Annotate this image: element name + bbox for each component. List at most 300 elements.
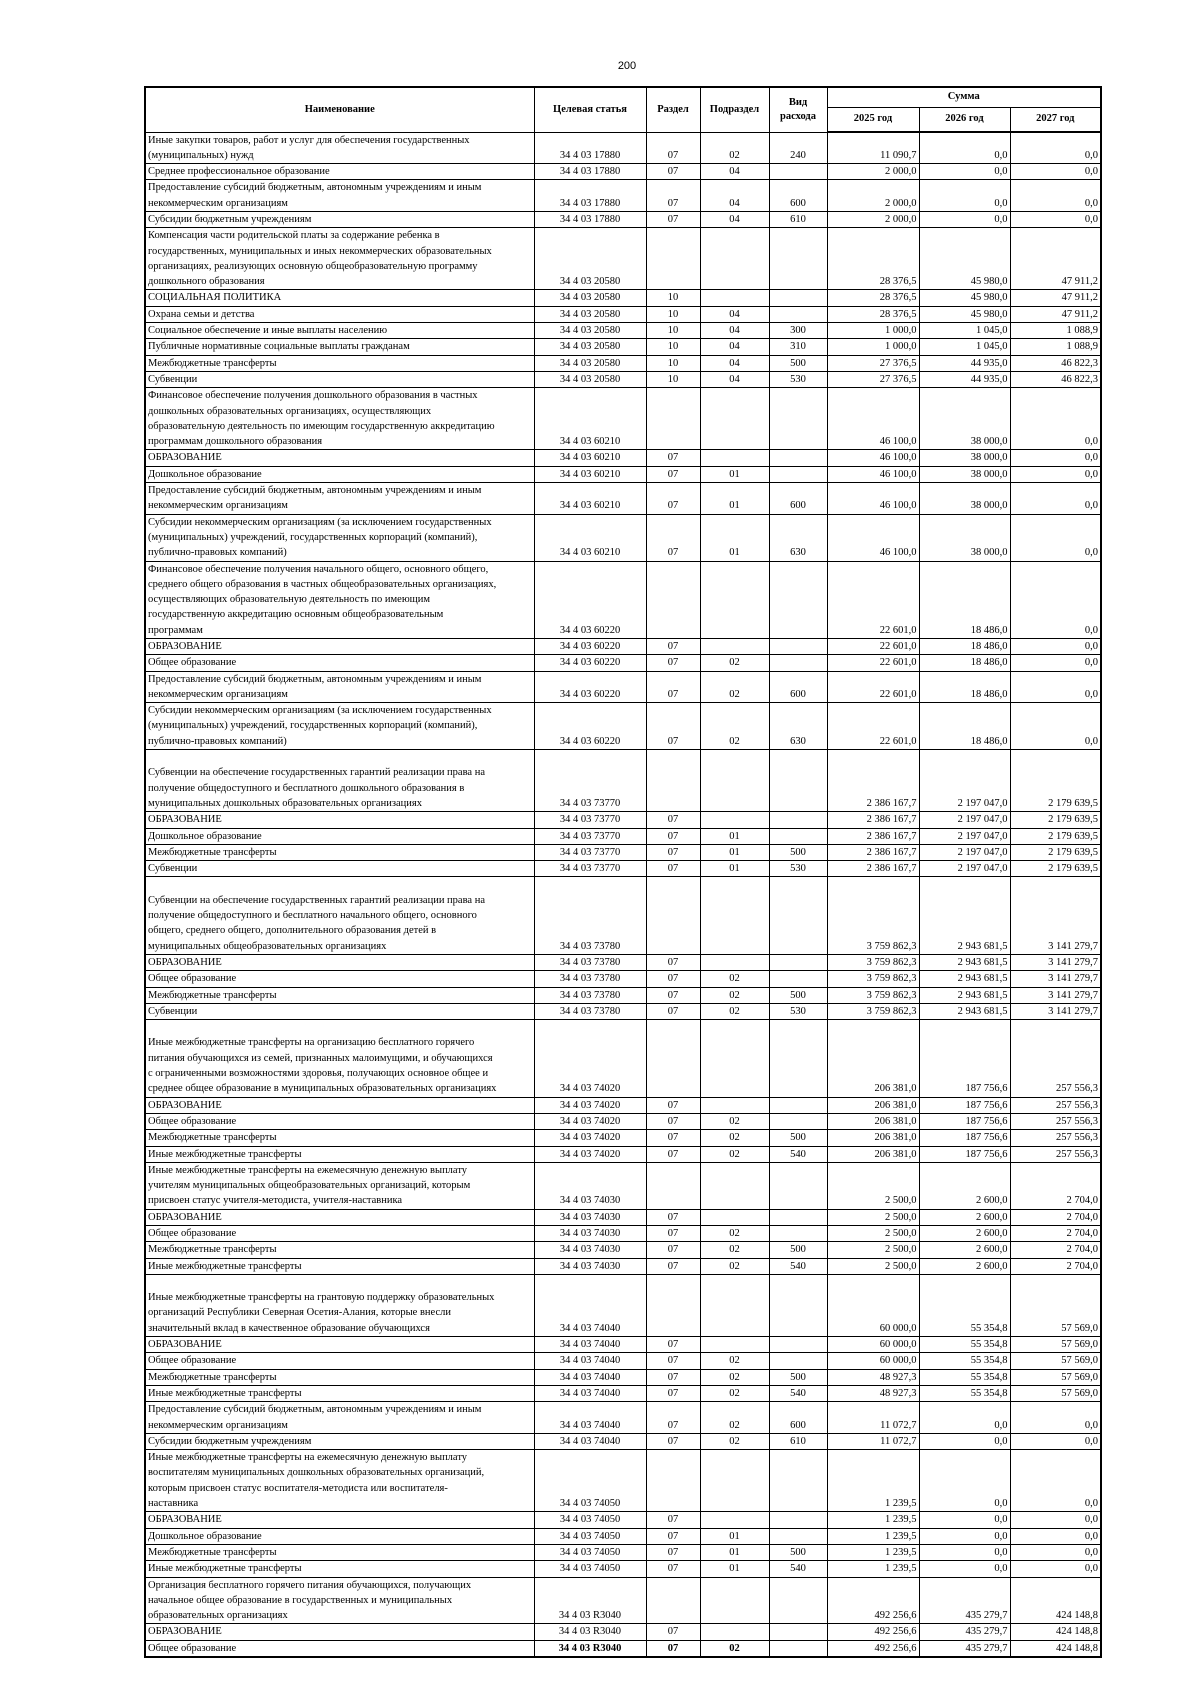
sum-2025-cell: 11 090,7 [827,132,919,164]
podrazdel-cell: 02 [700,1640,769,1657]
target-code-cell: 34 4 03 73780 [534,987,646,1003]
sum-2027-cell: 0,0 [1010,1544,1101,1560]
table-row [145,228,1101,290]
sum-2027-cell: 0,0 [1010,1450,1101,1512]
name-cell: Общее образование [145,1225,534,1241]
sum-2026-cell: 0,0 [919,1450,1010,1512]
table-row [145,1242,1101,1258]
podrazdel-cell [700,1274,769,1336]
razdel-cell: 07 [646,1097,700,1113]
podrazdel-cell [700,228,769,290]
vid-cell [769,388,827,450]
sum-2026-cell: 2 197 047,0 [919,861,1010,877]
sum-2025-cell: 22 601,0 [827,671,919,703]
table-row [145,861,1101,877]
sum-2027-cell: 0,0 [1010,164,1101,180]
name-cell: Межбюджетные трансферты [145,987,534,1003]
razdel-cell: 07 [646,1113,700,1129]
table-row [145,561,1101,638]
vid-cell [769,877,827,954]
target-code-cell: 34 4 03 74050 [534,1561,646,1577]
table-row [145,1258,1101,1274]
razdel-cell: 07 [646,514,700,561]
target-code-cell: 34 4 03 R3040 [534,1624,646,1640]
sum-2027-cell: 0,0 [1010,1512,1101,1528]
sum-2026-cell: 2 600,0 [919,1242,1010,1258]
podrazdel-cell: 02 [700,1385,769,1401]
podrazdel-cell: 02 [700,1003,769,1019]
table-row [145,339,1101,355]
name-cell: ОБРАЗОВАНИЕ [145,1209,534,1225]
sum-2027-cell: 2 179 639,5 [1010,828,1101,844]
sum-2025-cell: 1 000,0 [827,339,919,355]
name-cell: Субсидии некоммерческим организациям (за исключением государственных (муниципальных) учреждений, государственных корпораций (компаний), публично-правовых компаний) [145,703,534,750]
table-body [145,132,1101,1657]
sum-2027-cell: 0,0 [1010,1528,1101,1544]
sum-2027-cell: 3 141 279,7 [1010,987,1101,1003]
sum-2025-cell: 206 381,0 [827,1020,919,1097]
vid-cell [769,1450,827,1512]
sum-2027-cell: 2 704,0 [1010,1209,1101,1225]
razdel-cell: 07 [646,1528,700,1544]
name-cell: Иные межбюджетные трансферты на грантовую поддержку образовательных организаций Республики Северная Осетия-Алания, которые внесли значительный вклад в качественное образование обучающихся [145,1274,534,1336]
name-cell: Межбюджетные трансферты [145,844,534,860]
sum-2027-cell: 57 569,0 [1010,1274,1101,1336]
table-row [145,1113,1101,1129]
sum-2027-cell: 2 179 639,5 [1010,861,1101,877]
sum-2025-cell: 492 256,6 [827,1624,919,1640]
sum-2025-cell: 2 386 167,7 [827,844,919,860]
sum-2025-cell: 2 386 167,7 [827,861,919,877]
table-row [145,844,1101,860]
vid-cell: 500 [769,1369,827,1385]
table-row [145,703,1101,750]
razdel-cell: 10 [646,355,700,371]
sum-2025-cell: 2 000,0 [827,164,919,180]
vid-cell: 610 [769,211,827,227]
razdel-cell: 07 [646,180,700,212]
razdel-cell: 07 [646,1369,700,1385]
vid-cell: 540 [769,1146,827,1162]
razdel-cell: 07 [646,1385,700,1401]
table-row [145,750,1101,812]
sum-2027-cell: 57 569,0 [1010,1369,1101,1385]
table-row [145,1130,1101,1146]
name-cell: Охрана семьи и детства [145,306,534,322]
sum-2025-cell: 3 759 862,3 [827,987,919,1003]
vid-cell: 530 [769,861,827,877]
sum-2027-cell: 0,0 [1010,639,1101,655]
name-cell: Публичные нормативные социальные выплаты гражданам [145,339,534,355]
razdel-cell: 07 [646,1225,700,1241]
podrazdel-cell: 02 [700,1113,769,1129]
name-cell: ОБРАЗОВАНИЕ [145,450,534,466]
table-row [145,1402,1101,1434]
target-code-cell: 34 4 03 74030 [534,1258,646,1274]
sum-2025-cell: 2 386 167,7 [827,750,919,812]
name-cell: Межбюджетные трансферты [145,1130,534,1146]
table-row [145,1528,1101,1544]
target-code-cell: 34 4 03 17880 [534,211,646,227]
target-code-cell: 34 4 03 74040 [534,1274,646,1336]
vid-cell [769,1209,827,1225]
sum-2025-cell: 2 500,0 [827,1225,919,1241]
name-cell: Дошкольное образование [145,1528,534,1544]
vid-cell [769,1274,827,1336]
razdel-cell: 07 [646,1209,700,1225]
vid-cell [769,639,827,655]
vid-cell: 500 [769,1544,827,1560]
vid-cell: 600 [769,671,827,703]
table-row [145,1353,1101,1369]
sum-2025-cell: 206 381,0 [827,1130,919,1146]
table-row [145,877,1101,954]
target-code-cell: 34 4 03 74030 [534,1209,646,1225]
sum-2025-cell: 2 386 167,7 [827,812,919,828]
sum-2027-cell: 57 569,0 [1010,1385,1101,1401]
sum-2025-cell: 22 601,0 [827,655,919,671]
podrazdel-cell: 01 [700,1544,769,1560]
sum-2027-cell: 0,0 [1010,1561,1101,1577]
razdel-cell: 10 [646,339,700,355]
vid-cell [769,561,827,638]
vid-cell [769,1162,827,1209]
sum-2027-cell: 2 704,0 [1010,1162,1101,1209]
razdel-cell: 07 [646,466,700,482]
sum-2025-cell: 28 376,5 [827,306,919,322]
razdel-cell: 07 [646,861,700,877]
sum-2025-cell: 3 759 862,3 [827,971,919,987]
sum-2025-cell: 22 601,0 [827,703,919,750]
table-row [145,1561,1101,1577]
name-cell: Общее образование [145,1113,534,1129]
sum-2025-cell: 3 759 862,3 [827,877,919,954]
table-row [145,1369,1101,1385]
razdel-cell [646,1162,700,1209]
sum-2027-cell: 0,0 [1010,483,1101,515]
vid-cell [769,1512,827,1528]
name-cell: Субвенции [145,1003,534,1019]
vid-cell: 630 [769,703,827,750]
target-code-cell: 34 4 03 74020 [534,1146,646,1162]
sum-2027-cell: 2 179 639,5 [1010,844,1101,860]
vid-cell: 540 [769,1258,827,1274]
target-code-cell: 34 4 03 74030 [534,1162,646,1209]
sum-2025-cell: 2 000,0 [827,211,919,227]
sum-2027-cell: 0,0 [1010,671,1101,703]
razdel-cell: 07 [646,971,700,987]
podrazdel-cell [700,750,769,812]
sum-2026-cell: 0,0 [919,1512,1010,1528]
target-code-cell: 34 4 03 74040 [534,1369,646,1385]
vid-cell [769,228,827,290]
target-code-cell: 34 4 03 20580 [534,371,646,387]
sum-2026-cell: 55 354,8 [919,1385,1010,1401]
razdel-cell: 10 [646,290,700,306]
target-code-cell: 34 4 03 60210 [534,483,646,515]
sum-2027-cell: 0,0 [1010,211,1101,227]
sum-2026-cell: 18 486,0 [919,703,1010,750]
podrazdel-cell [700,1020,769,1097]
sum-2025-cell: 27 376,5 [827,371,919,387]
table-row [145,1433,1101,1449]
razdel-cell: 07 [646,132,700,164]
name-cell: Предоставление субсидий бюджетным, автономным учреждениям и иным некоммерческим организациям [145,483,534,515]
podrazdel-cell: 02 [700,971,769,987]
table-row [145,655,1101,671]
name-cell: Субвенции [145,371,534,387]
podrazdel-cell: 02 [700,1146,769,1162]
razdel-cell [646,750,700,812]
name-cell: Иные межбюджетные трансферты [145,1561,534,1577]
sum-2027-cell: 3 141 279,7 [1010,954,1101,970]
razdel-cell: 07 [646,1242,700,1258]
sum-2025-cell: 46 100,0 [827,483,919,515]
target-code-cell: 34 4 03 73780 [534,971,646,987]
podrazdel-cell [700,1337,769,1353]
vid-cell: 240 [769,132,827,164]
name-cell: Субсидии бюджетным учреждениям [145,211,534,227]
budget-table [144,86,1102,1658]
target-code-cell: 34 4 03 74030 [534,1225,646,1241]
sum-2025-cell: 28 376,5 [827,290,919,306]
sum-2027-cell: 3 141 279,7 [1010,971,1101,987]
table-row [145,639,1101,655]
sum-2026-cell: 2 197 047,0 [919,812,1010,828]
vid-cell: 500 [769,844,827,860]
name-cell: Субвенции на обеспечение государственных гарантий реализации права на получение общедоступного и бесплатного начального общего, основного общего, среднего общего, дополнительного образования детей в муниципальных общеобразовательных организациях [145,877,534,954]
razdel-cell: 07 [646,812,700,828]
razdel-cell: 07 [646,954,700,970]
name-cell: Предоставление субсидий бюджетным, автономным учреждениям и иным некоммерческим организациям [145,1402,534,1434]
target-code-cell: 34 4 03 74040 [534,1433,646,1449]
target-code-cell: 34 4 03 R3040 [534,1577,646,1624]
vid-cell [769,1020,827,1097]
header-2025: 2025 год [827,107,919,132]
name-cell: Предоставление субсидий бюджетным, автономным учреждениям и иным некоммерческим организациям [145,671,534,703]
sum-2027-cell: 2 179 639,5 [1010,750,1101,812]
sum-2027-cell: 3 141 279,7 [1010,877,1101,954]
target-code-cell: 34 4 03 17880 [534,164,646,180]
sum-2027-cell: 2 704,0 [1010,1258,1101,1274]
vid-cell [769,1113,827,1129]
razdel-cell [646,1020,700,1097]
name-cell: Дошкольное образование [145,466,534,482]
table-row [145,1162,1101,1209]
table-row [145,323,1101,339]
sum-2026-cell: 18 486,0 [919,561,1010,638]
sum-2025-cell: 46 100,0 [827,450,919,466]
razdel-cell: 07 [646,703,700,750]
header-code: Целевая статья [534,87,646,132]
sum-2025-cell: 1 239,5 [827,1528,919,1544]
sum-2026-cell: 55 354,8 [919,1369,1010,1385]
table-row [145,987,1101,1003]
vid-cell [769,290,827,306]
sum-2027-cell: 257 556,3 [1010,1146,1101,1162]
sum-2026-cell: 0,0 [919,1544,1010,1560]
name-cell: Иные межбюджетные трансферты на ежемесячную денежную выплату воспитателям муниципальных дошкольных образовательных организаций, которым присвоен статус воспитателя-методиста или воспитателя- наставника [145,1450,534,1512]
razdel-cell: 07 [646,671,700,703]
razdel-cell [646,1274,700,1336]
vid-cell [769,306,827,322]
target-code-cell: 34 4 03 60210 [534,466,646,482]
target-code-cell: 34 4 03 20580 [534,323,646,339]
podrazdel-cell [700,388,769,450]
sum-2025-cell: 1 239,5 [827,1561,919,1577]
vid-cell [769,164,827,180]
sum-2025-cell: 22 601,0 [827,561,919,638]
table-row [145,1512,1101,1528]
sum-2026-cell: 187 756,6 [919,1020,1010,1097]
sum-2025-cell: 2 500,0 [827,1242,919,1258]
table-row [145,1020,1101,1097]
sum-2026-cell: 18 486,0 [919,639,1010,655]
target-code-cell: 34 4 03 74020 [534,1020,646,1097]
sum-2026-cell: 1 045,0 [919,339,1010,355]
vid-cell [769,466,827,482]
vid-cell [769,1097,827,1113]
vid-cell: 630 [769,514,827,561]
sum-2026-cell: 435 279,7 [919,1577,1010,1624]
table-row [145,1337,1101,1353]
vid-cell: 600 [769,483,827,515]
target-code-cell: 34 4 03 60220 [534,671,646,703]
table-row [145,371,1101,387]
sum-2027-cell: 257 556,3 [1010,1020,1101,1097]
razdel-cell: 07 [646,1130,700,1146]
name-cell: Межбюджетные трансферты [145,1369,534,1385]
name-cell: Межбюджетные трансферты [145,355,534,371]
podrazdel-cell [700,1209,769,1225]
podrazdel-cell [700,1097,769,1113]
table-row [145,1274,1101,1336]
name-cell: ОБРАЗОВАНИЕ [145,1097,534,1113]
podrazdel-cell: 04 [700,164,769,180]
sum-2026-cell: 435 279,7 [919,1624,1010,1640]
name-cell: Межбюджетные трансферты [145,1242,534,1258]
sum-2027-cell: 57 569,0 [1010,1337,1101,1353]
razdel-cell: 07 [646,1337,700,1353]
target-code-cell: 34 4 03 74040 [534,1402,646,1434]
name-cell: Межбюджетные трансферты [145,1544,534,1560]
podrazdel-cell [700,1162,769,1209]
sum-2025-cell: 206 381,0 [827,1113,919,1129]
sum-2026-cell: 38 000,0 [919,466,1010,482]
podrazdel-cell [700,877,769,954]
razdel-cell: 07 [646,1624,700,1640]
podrazdel-cell [700,639,769,655]
vid-cell [769,1337,827,1353]
name-cell: Предоставление субсидий бюджетным, автономным учреждениям и иным некоммерческим организациям [145,180,534,212]
sum-2027-cell: 0,0 [1010,703,1101,750]
sum-2026-cell: 187 756,6 [919,1130,1010,1146]
sum-2027-cell: 424 148,8 [1010,1624,1101,1640]
name-cell: Субсидии бюджетным учреждениям [145,1433,534,1449]
table-row [145,1146,1101,1162]
table-row [145,1624,1101,1640]
header-name: Наименование [145,87,534,132]
vid-cell: 530 [769,1003,827,1019]
podrazdel-cell: 01 [700,1528,769,1544]
table-row [145,1640,1101,1657]
sum-2026-cell: 2 943 681,5 [919,971,1010,987]
sum-2025-cell: 11 072,7 [827,1433,919,1449]
vid-cell [769,450,827,466]
target-code-cell: 34 4 03 60220 [534,639,646,655]
sum-2027-cell: 2 704,0 [1010,1242,1101,1258]
sum-2025-cell: 46 100,0 [827,466,919,482]
vid-cell: 610 [769,1433,827,1449]
podrazdel-cell: 04 [700,180,769,212]
vid-cell [769,1353,827,1369]
vid-cell [769,1624,827,1640]
razdel-cell: 10 [646,306,700,322]
target-code-cell: 34 4 03 60220 [534,561,646,638]
name-cell: СОЦИАЛЬНАЯ ПОЛИТИКА [145,290,534,306]
sum-2025-cell: 1 000,0 [827,323,919,339]
sum-2027-cell: 46 822,3 [1010,371,1101,387]
name-cell: Субвенции [145,861,534,877]
table-row [145,1225,1101,1241]
sum-2025-cell: 492 256,6 [827,1640,919,1657]
vid-cell [769,954,827,970]
name-cell: Общее образование [145,1353,534,1369]
target-code-cell: 34 4 03 60210 [534,514,646,561]
name-cell: Иные межбюджетные трансферты на ежемесячную денежную выплату учителям муниципальных общеобразовательных организаций, которым присвоен статус учителя-методиста, учителя-наставника [145,1162,534,1209]
table-row [145,971,1101,987]
target-code-cell: 34 4 03 20580 [534,339,646,355]
razdel-cell: 07 [646,844,700,860]
table-row [145,164,1101,180]
table-row [145,306,1101,322]
sum-2026-cell: 38 000,0 [919,388,1010,450]
target-code-cell: 34 4 03 73770 [534,861,646,877]
name-cell: ОБРАЗОВАНИЕ [145,812,534,828]
name-cell: ОБРАЗОВАНИЕ [145,639,534,655]
vid-cell: 600 [769,180,827,212]
vid-cell [769,655,827,671]
sum-2025-cell: 48 927,3 [827,1385,919,1401]
razdel-cell: 07 [646,1402,700,1434]
table-row [145,954,1101,970]
sum-2025-cell: 27 376,5 [827,355,919,371]
name-cell: Финансовое обеспечение получения начального общего, основного общего, среднего общего образования в частных общеобразовательных организациях, осуществляющих образовательную деятельность по имеющим государственную аккредитацию основным общеобразовательным программам [145,561,534,638]
podrazdel-cell: 02 [700,987,769,1003]
podrazdel-cell: 04 [700,371,769,387]
sum-2026-cell: 55 354,8 [919,1353,1010,1369]
target-code-cell: 34 4 03 73780 [534,954,646,970]
target-code-cell: 34 4 03 74040 [534,1385,646,1401]
sum-2026-cell: 2 197 047,0 [919,828,1010,844]
podrazdel-cell: 02 [700,671,769,703]
target-code-cell: 34 4 03 17880 [534,132,646,164]
sum-2027-cell: 0,0 [1010,132,1101,164]
sum-2026-cell: 55 354,8 [919,1337,1010,1353]
target-code-cell: 34 4 03 20580 [534,228,646,290]
razdel-cell: 07 [646,483,700,515]
sum-2025-cell: 60 000,0 [827,1353,919,1369]
name-cell: Финансовое обеспечение получения дошкольного образования в частных дошкольных образовательных организациях, осуществляющих образовательную деятельность по имеющим государственную аккредитацию программам дошкольного образования [145,388,534,450]
name-cell: ОБРАЗОВАНИЕ [145,1337,534,1353]
sum-2027-cell: 257 556,3 [1010,1113,1101,1129]
name-cell: Общее образование [145,971,534,987]
vid-cell: 500 [769,1242,827,1258]
target-code-cell: 34 4 03 20580 [534,355,646,371]
sum-2025-cell: 206 381,0 [827,1097,919,1113]
sum-2027-cell: 0,0 [1010,450,1101,466]
razdel-cell: 07 [646,211,700,227]
